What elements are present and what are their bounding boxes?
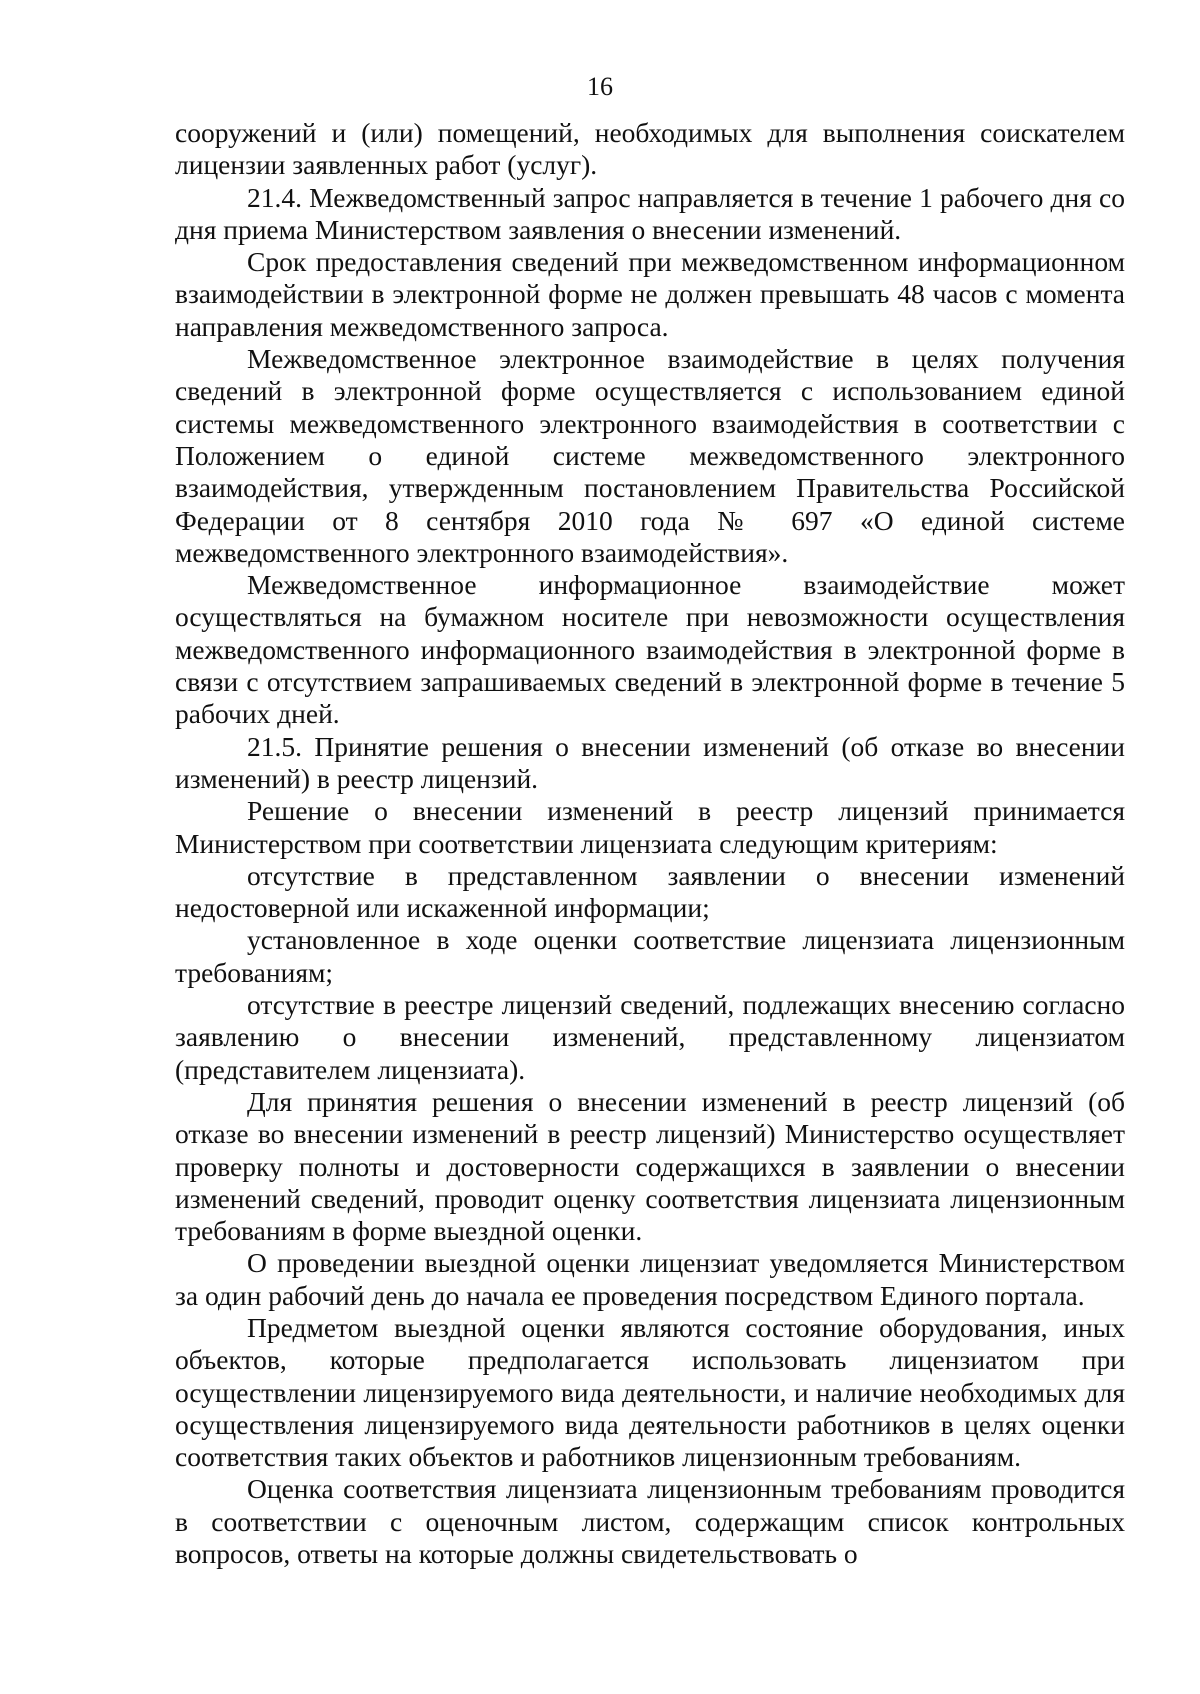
paragraph-subject: Предметом выездной оценки являются состояние оборудования, иных объектов, которые предполагается использовать лицензиатом при осуществлении лицензируемого вида деятельности, и наличие необходимых для осуществления лицензируемого вида деятельности работников в целях оценки соответствия таких объектов и работников лицензионным требованиям.	[175, 1311, 1125, 1473]
paragraph-verification: Для принятия решения о внесении изменений в реестр лицензий (об отказе во внесении изменений в реестр лицензий) Министерство осуществляет проверку полноты и достоверности содержащихся в заявлении о внесении изменений сведений, проводит оценку соответствия лицензиата лицензионным требованиям в форме выездной оценки.	[175, 1085, 1125, 1247]
paragraph-electronic-interaction: Межведомственное электронное взаимодействие в целях получения сведений в электронной форме осуществляется с использованием единой системы межведомственного электронного взаимодействия в соответствии с Положением о единой системе межведомственного электронного взаимодействия, утвержденным постановлением Правительства Российской Федерации от 8 сентября 2010 года № 697 «О единой системе межведомственного электронного взаимодействия».	[175, 343, 1125, 568]
criteria-item-1: отсутствие в представленном заявлении о внесении изменений недостоверной или искаженной информации;	[175, 859, 1125, 924]
paragraph-paper-interaction: Межведомственное информационное взаимодействие может осуществляться на бумажном носителе при невозможности осуществления межведомственного информационного взаимодействия в электронной форме в связи с отсутствием запрашиваемых сведений в электронной форме в течение 5 рабочих дней.	[175, 569, 1125, 730]
paragraph-notification: О проведении выездной оценки лицензиат уведомляется Министерством за один рабочий день до начала ее проведения посредством Единого портала.	[175, 1247, 1125, 1311]
paragraph-continuation: сооружений и (или) помещений, необходимых для выполнения соискателем лицензии заявленных работ (услуг).	[175, 117, 1125, 181]
paragraph-decision-criteria: Решение о внесении изменений в реестр лицензий принимается Министерством при соответствии лицензиата следующим критериям:	[175, 795, 1125, 859]
paragraph-21-5: 21.5. Принятие решения о внесении изменений (об отказе во внесении изменений) в реестр лицензий.	[175, 730, 1125, 794]
paragraph-deadline: Срок предоставления сведений при межведомственном информационном взаимодействии в электронной форме не должен превышать 48 часов с момента направления межведомственного запроса.	[175, 246, 1125, 342]
document-text	[175, 117, 1125, 1570]
paragraph-evaluation: Оценка соответствия лицензиата лицензионным требованиям проводится в соответствии с оценочным листом, содержащим список контрольных вопросов, ответы на которые должны свидетельствовать о	[175, 1473, 1125, 1570]
criteria-item-3: отсутствие в реестре лицензий сведений, подлежащих внесению согласно заявлению о внесении изменений, представленному лицензиатом (представителем лицензиата).	[175, 989, 1125, 1085]
page-number: 16	[587, 72, 613, 101]
paragraph-21-4: 21.4. Межведомственный запрос направляется в течение 1 рабочего дня со дня приема Министерством заявления о внесении изменений.	[175, 181, 1125, 245]
criteria-item-2: установленное в ходе оценки соответствие лицензиата лицензионным требованиям;	[175, 924, 1125, 988]
